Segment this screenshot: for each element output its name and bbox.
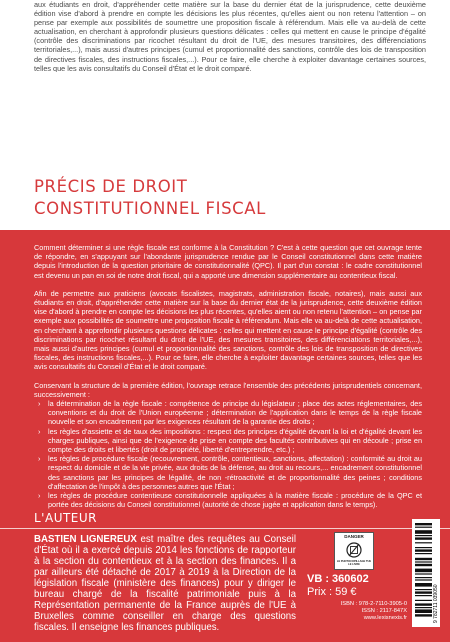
barcode-bar xyxy=(415,558,432,560)
isbn: ISBN : 978-2-7110-3905-0 xyxy=(340,601,407,607)
isbn-block xyxy=(307,601,407,623)
barcode-bar xyxy=(415,577,432,578)
barcode-bar xyxy=(415,561,432,562)
barcode-bar xyxy=(415,542,432,543)
barcode-bar xyxy=(415,607,432,608)
barcode-bar xyxy=(415,527,432,528)
barcode-bar xyxy=(415,530,432,534)
barcode-bar xyxy=(415,549,432,551)
barcode-bar xyxy=(415,564,432,566)
barcode xyxy=(412,519,440,627)
danger-sublabel: LE PHOTOCOPILLAGE TUE LE LIVRE xyxy=(336,560,372,566)
issn: ISSN : 2117-847X xyxy=(361,608,407,615)
description-body xyxy=(34,243,422,509)
barcode-bar xyxy=(415,537,432,539)
barcode-bar xyxy=(415,535,432,536)
author-bio-text: est maître des requêtes au Conseil d'État où il a exercé depuis 2014 les fonctions de rapporteur à la section du contentieux et à la section des finances. Il a par ailleurs été détaché de 2017 à 2019 à la Direction de la législation fiscale (ministère des finances) pour y diriger le bureau chargé de la fiscalité patrimoniale puis à la Représentation permanente de la France auprès de l'UE à Bruxelles comme conseiller en charge des questions fiscales. Il enseigne les finances publiques. xyxy=(34,534,296,633)
author-divider xyxy=(0,528,450,529)
list-item: › les règles de procédure contentieuse constitutionnelle appliquées à la matière fiscale : procédure de la QPC et portée des décisions du Conseil constitutionnel (autorité de chose jugée et application dans le temps). xyxy=(48,491,422,509)
list-item: › les règles de procédure fiscale (recouvrement, contrôle, contentieux, sanctions, affectation) : conformité au droit au respect du domicile et de la vie privée, aux droits de la défense, au droit au recours,... encadrement constitutionnel des sanctions par les principes de légalité, de non -rétroactivité et de proportionnalité des peines ; conditions d'affectation de l'impôt à des personnes autres que l'État ; xyxy=(48,454,422,491)
title-line-2: CONSTITUTIONNEL FISCAL xyxy=(34,199,266,218)
website: www.lexisnexis.fr xyxy=(363,615,407,622)
intro-paragraph-3: Conservant la structure de la première édition, l'ouvrage retrace l'ensemble des précédents jurisprudentiels concernant, successivement : xyxy=(34,380,422,399)
danger-logo xyxy=(334,532,374,570)
barcode-bar xyxy=(415,603,432,605)
barcode-bar xyxy=(415,595,432,596)
top-continuation-text: aux étudiants en droit, d'appréhender cette matière sur la base du dernier état de la jurisprudence, cette deuxième édition vise d'abord à prendre en compte les décisions les plus récentes, qu'elles aient ou non retenu l'attention – on pense par exemple aux possibilités de soumettre une proposition fiscale à référendum. Mais elle va au-delà de cette actualisation, en cherchant à approfondir plusieurs questions délicates : celles qui mettent en cause le principe d'égalité (contrôle des discriminations par ricochet résultant du droit de l'UE, des mesures transitoires, des différenciations territoriales,...), mais aussi d'autres principes (cumul et proportionnalité des sanctions, contrôle des lois de transposition de directives fiscales, des instructions fiscales,...). Pour ce faire, elle cherche à exploiter davantage certaines sources, telles que les avis consultatifs du Conseil d'État et le droit comparé. xyxy=(34,0,426,72)
title-line-1: PRÉCIS DE DROIT xyxy=(34,177,188,196)
barcode-bar xyxy=(415,523,432,525)
barcode-bar xyxy=(415,614,432,616)
author-heading: L'AUTEUR xyxy=(34,511,98,525)
barcode-bar xyxy=(415,573,432,574)
barcode-bar xyxy=(415,553,432,554)
vb-code: VB : 360602 xyxy=(307,573,369,585)
author-name: BASTIEN LIGNEREUX xyxy=(34,534,137,545)
list-item: › la détermination de la règle fiscale : compétence de principe du législateur ; place des actes réglementaires, des conventions et du droit de l'Union européenne ; détermination de l'application dans le temps de la règle fiscale nouvelle et son encadrement par les exigences résultant de la garantie des droits ; xyxy=(48,399,422,427)
photocopy-warning-icon xyxy=(346,541,362,559)
barcode-bar xyxy=(415,589,432,590)
barcode-number: 9 782711 039050 xyxy=(433,584,439,623)
barcode-bar xyxy=(415,591,432,593)
barcode-bar xyxy=(415,547,432,548)
barcode-bar xyxy=(415,600,432,601)
intro-paragraph-2: Afin de permettre aux praticiens (avocats fiscalistes, magistrats, administration fiscale, notaires), mais aussi aux étudiants en droit, d'appréhender cette matière sur la base du dernier état de la jurisprudence, cette deuxième édition vise d'abord à prendre en compte les décisions les plus récentes, qu'elles aient ou non retenu l'attention – on pense par exemple aux possibilités de soumettre une proposition fiscale à référendum. Mais elle va au-delà de cette actualisation, en cherchant à approfondir plusieurs questions délicates : celles qui mettent en cause le principe d'égalité (contrôle des discriminations par ricochet résultant du droit de l'UE, des mesures transitoires, des différenciations territoriales,...), mais aussi d'autres principes (cumul et proportionnalité des sanctions, contrôle des lois de transposition de directives fiscales, des instructions fiscales,...). Pour ce faire, elle cherche à exploiter davantage certaines sources, telles que les avis consultatifs du Conseil d'État et le droit comparé. xyxy=(34,288,422,372)
barcode-bars xyxy=(412,519,440,627)
barcode-bar xyxy=(415,579,432,580)
author-bio xyxy=(34,534,296,633)
barcode-bar xyxy=(415,569,432,573)
list-item: › les règles d'assiette et de taux des impositions : respect des principes d'égalité devant la loi et d'égalité devant les charges publiques, ainsi que de l'exigence de prise en compte des facultés contributives qui en découle ; prise en compte des droits et libertés (droit de propriété, liberté d'entreprendre, etc.) ; xyxy=(48,427,422,455)
barcode-bar xyxy=(415,609,432,613)
price: Prix : 59 € xyxy=(307,586,357,598)
barcode-bar xyxy=(415,583,432,587)
book-title xyxy=(34,176,414,220)
danger-label: DANGER xyxy=(344,534,364,539)
intro-paragraph-1: Comment déterminer si une règle fiscale est conforme à la Constitution ? C'est à cette question que cet ouvrage tente de répondre, en s'appuyant sur l'abondante jurisprudence rendue par le Conseil constitutionnel dans cette matière depuis l'introduction de la question prioritaire de constitutionnalité (QPC). Il part d'un constat : le cadre constitutionnel est devenu un pan en soi de notre droit fiscal, qui a apporté une dimension supplémentaire au contentieux fiscal. xyxy=(34,243,422,280)
topics-list xyxy=(34,399,422,509)
